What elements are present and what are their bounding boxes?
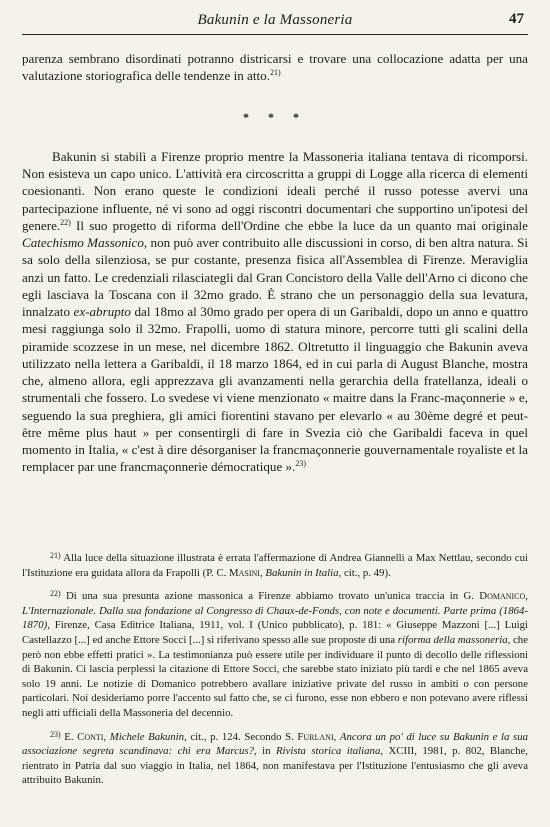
footnote-text: , che però non ebbe effetti pratici ». La testimonianza può essere utile per individuare il punto di decollo delle riflessioni di Bakunin. Ci lascia perplessi la citazione di Ettore Socci, che sarebbe stato iniziato più tardi e che nel 1865 aveva solo 19 anni. Le notizie di Domanico potrebbero avallare iniziative private del russo in ambiti o con persone particolari. Noi desideriamo porre l'accento sul fatto che, se ci furono, esse non ebbero e non potevano avere riflessi negli atti ufficiali della Massoneria del decennio. [22, 633, 528, 719]
footnote-23 [22, 728, 528, 788]
footnote-text: , XCIII, 1981, p. 802, Blanche, rientrato in Patria dal suo viaggio in Italia, nel 1864, non manifestava per l'Istituzione l'entusiasmo che gli aveva attribuito Bakunin. [22, 745, 528, 787]
footnote-author: P. C. Masini [206, 566, 260, 579]
paragraph-text: Il suo progetto di riforma dell'Ordine che ebbe la luce da un quanto mai originale [70, 217, 528, 233]
footnote-text: Di una sua presunta azione massonica a Firenze abbiamo trovato un'unica traccia in [65, 590, 464, 603]
footnote-ref-21[interactable]: 21) [269, 68, 281, 78]
footnote-text: , [259, 566, 266, 579]
italic-term: ex-abrupto [73, 304, 131, 319]
footnote-text: , [525, 590, 528, 603]
footnote-text: , cit., p. 124. Secondo [184, 730, 286, 743]
italic-title: Catechismo Massonico [22, 235, 144, 250]
page-number: 47 [509, 11, 524, 27]
footnote-author: E. Conti [64, 730, 104, 743]
footnote-work-title: Bakunin in Italia [265, 566, 339, 579]
paragraph-text: parenza sembrano disordinati potranno districarsi e trovare una collocazione adatta per una valutazione storiografica delle tendenze in atto. [22, 51, 528, 84]
footnote-text: , Firenze, Casa Editrice Italiana, 1911, vol. I (Unico pubblicato), p. 181: « Giuseppe Mazzoni [...] Luigi Castellazzo [...] ed anche Ettore Socci [...] si riferivano spesso alle sue proposte di una [22, 619, 528, 646]
paragraph-continued [22, 50, 528, 85]
footnote-ref-23[interactable]: 23) [295, 459, 307, 469]
footnote-text: , in [254, 745, 276, 758]
paragraph-text: dal 18mo al 30mo grado per opera di un Garibaldi, dopo un anno e quattro mesi raggiunga solo il 32mo. Frapolli, uomo di statura minore, percorre tutti gli scalini della piramide scozzese in un mese, nel dicembre 1862. Oltretutto il linguaggio che Bakunin aveva utilizzato nella lettera a Garibaldi, il 18 marzo 1864, ed in cui parla di August Blanche, mostra che, almeno allora, egli apprezzava gli avanzamenti nella gerarchia della fratellanza, ideali o strumentali che fossero. Lo svedese vi viene menzionato « maitre dans la Franc-maçonnerie » e, seguendo la sua preghiera, gli amici fiorentini stavano per elevarlo « au 30ème degré et peut-être même plus haut » per consentirgli di fare in Svezia ciò che Garibaldi faceva in quel momento in Italia, « c'est à dire désorganiser la francmaçonnerie gouvernamentale royaliste et la remplacer par une francmaçonnerie démocratique ». [22, 304, 528, 475]
footnote-work-title: Michele Bakunin [109, 730, 185, 743]
footnote-22 [22, 587, 528, 720]
footnote-number: 22) [50, 589, 61, 599]
footnote-ref-22[interactable]: 22) [60, 217, 71, 227]
section-separator: * * * [243, 109, 307, 124]
footnote-author: S. Furlani [285, 730, 334, 743]
running-header [22, 6, 528, 35]
footnote-work-title: Ancora un po' di luce su Bakunin e la sua associazione segreta scandinava: chi era Marcus? [22, 730, 529, 758]
footnotes [22, 549, 528, 795]
footnote-italic: riforma della massoneria [397, 633, 508, 646]
footnote-number: 21) [50, 551, 61, 560]
running-title: Bakunin e la Massoneria [197, 12, 353, 28]
paragraph-text: , non può aver contribuito alle discussioni in corso, di ben altra natura. Si sa solo della silenziosa, se pur costante, presenza fisica all'Assemblea di Firenze. Meraviglia anzi un fatto. Le credenziali rilasciategli dal Gran Concistoro della Valle dell'Arno ci dicono che egli lasciava la Toscana con il 32mo grado. È strano che un personaggio della sua levatura, innalzato [22, 235, 528, 319]
footnote-text: , cit., p. 49). [338, 566, 391, 579]
footnote-21 [22, 549, 528, 580]
footnote-author: G. Domanico [463, 590, 526, 603]
footnote-work-title: L'Internazionale. Dalla sua fondazione al Congresso di Chaux-de-Fonds, con note e documenti. Parte prima (1864-1870) [22, 604, 528, 632]
paragraph-bakunin-florence [22, 148, 528, 476]
footnote-text: , [103, 730, 110, 743]
paragraph-text: Bakunin si stabilì a Firenze proprio mentre la Massoneria italiana tentava di ricomporsi. Non esisteva un capo unico. L'attività era circoscritta a gruppi di Logge alla ricerca di elementi coesionanti. Non erano queste le condizioni ideali perché il russo potesse avervi una partecipazione influente, né vi sono ad oggi riscontri documentari che supportino un'ipotesi del genere. [22, 148, 528, 233]
footnote-journal-title: Rivista storica italiana [275, 745, 381, 758]
main-text [22, 50, 528, 476]
footnote-text: Alla luce della situazione illustrata è errata l'affermazione di Andrea Giannelli a Max Nettlau, secondo cui l'Istituzione era guidata allora da Frapolli ( [22, 552, 529, 579]
footnote-text: , [333, 730, 340, 743]
footnote-number: 23) [50, 729, 61, 739]
